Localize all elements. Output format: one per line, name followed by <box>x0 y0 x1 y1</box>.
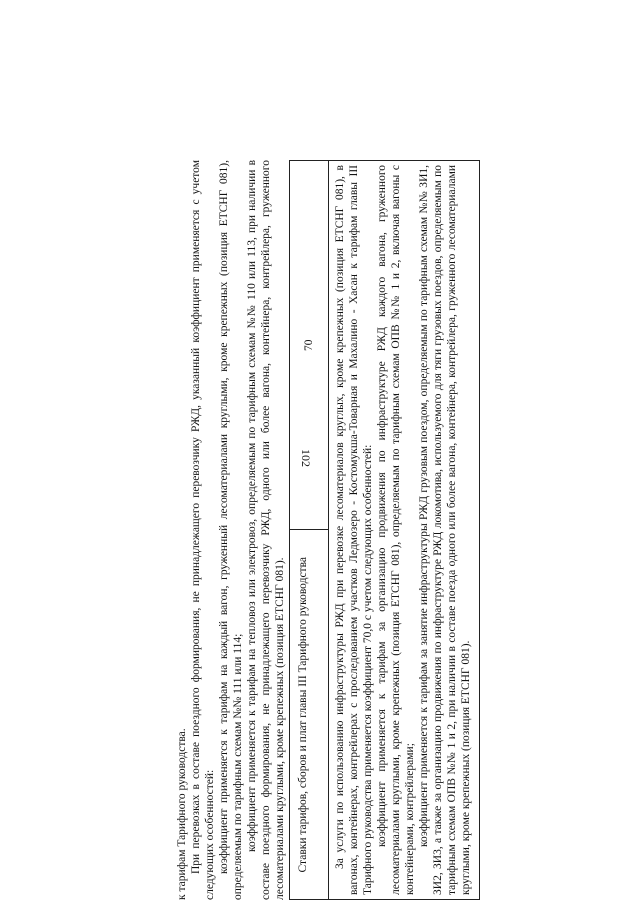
intro-paragraph-2: коэффициент применяется к тарифам на каждый вагон, груженный лесоматериалами круглыми, кроме крепежных (позиция ЕТСНГ 081), определяемым по тарифным схемам №№ 111 или 114; <box>218 160 245 900</box>
intro-continuation: к тарифам Тарифного руководства. <box>176 728 188 900</box>
table-body-row <box>329 161 479 899</box>
table-paragraph-1: За услуги по использованию инфраструктуры РЖД при перевозке лесоматериалов круглых, кроме крепежных (позиция ЕТСНГ 081), в вагонах, контейнерах, контрейлерах с проследованием участков Ледмозеро - Костомукша-Товарная и Махалино - Хасан к тарифам главы III Тарифного руководства применяется коэффициент 70,0 с учетом следующих особенностей: <box>334 165 375 895</box>
table-header-row <box>290 161 329 899</box>
intro-paragraph-1: При перевозках в составе поездного формирования, не принадлежащего перевозчику РЖД, указанный коэффициент применяется с учетом следующих особенностей: <box>190 160 217 900</box>
table-header-label: Ставки тарифов, сборов и плат главы III Тарифного руководства <box>290 530 328 900</box>
tariff-table <box>289 160 480 900</box>
table-body-cell <box>329 161 479 899</box>
table-coefficient-value: 70 <box>303 339 316 351</box>
table-paragraph-2: коэффициент применяется к тарифам за организацию продвижения по инфраструктуре РЖД каждого вагона, груженного лесоматериалами круглыми, кроме крепежных (позиция ЕТСНГ 081), определяемым по тарифным схемам ОПВ №№ 1 и 2, включая вагоны с контейнерами, контрейлерами; <box>376 165 417 895</box>
intro-paragraph-3: коэффициент применяется к тарифам на тепловоз или электровоз, определяемым по тарифным схемам №№ 110 или 113, при наличии в составе поездного формирования, не принадлежащего перевозчику РЖД, одного или более вагона, контейнера, контрейлера, груженного лесоматериалами круглыми, кроме крепежных (позиция ЕТСНГ 081). <box>246 160 287 900</box>
page-number: 102 <box>299 449 314 467</box>
table-paragraph-3: коэффициент применяется к тарифам за занятие инфраструктуры РЖД грузовым поездом, определяемым по тарифным схемам №№ ЗИ1, ЗИ2, ЗИ3, а также за организацию продвижения по инфраструктуре РЖД локомотива, используемого для тяги грузовых поездов, определяемым по тарифным схемам ОПВ №№ 1 и 2, при наличии в составе поезда одного или более вагона, контейнера, контрейлера, груженного лесоматериалами круглыми, кроме крепежных (позиция ЕТСНГ 081). <box>418 165 473 895</box>
rotated-page-content <box>175 160 575 900</box>
